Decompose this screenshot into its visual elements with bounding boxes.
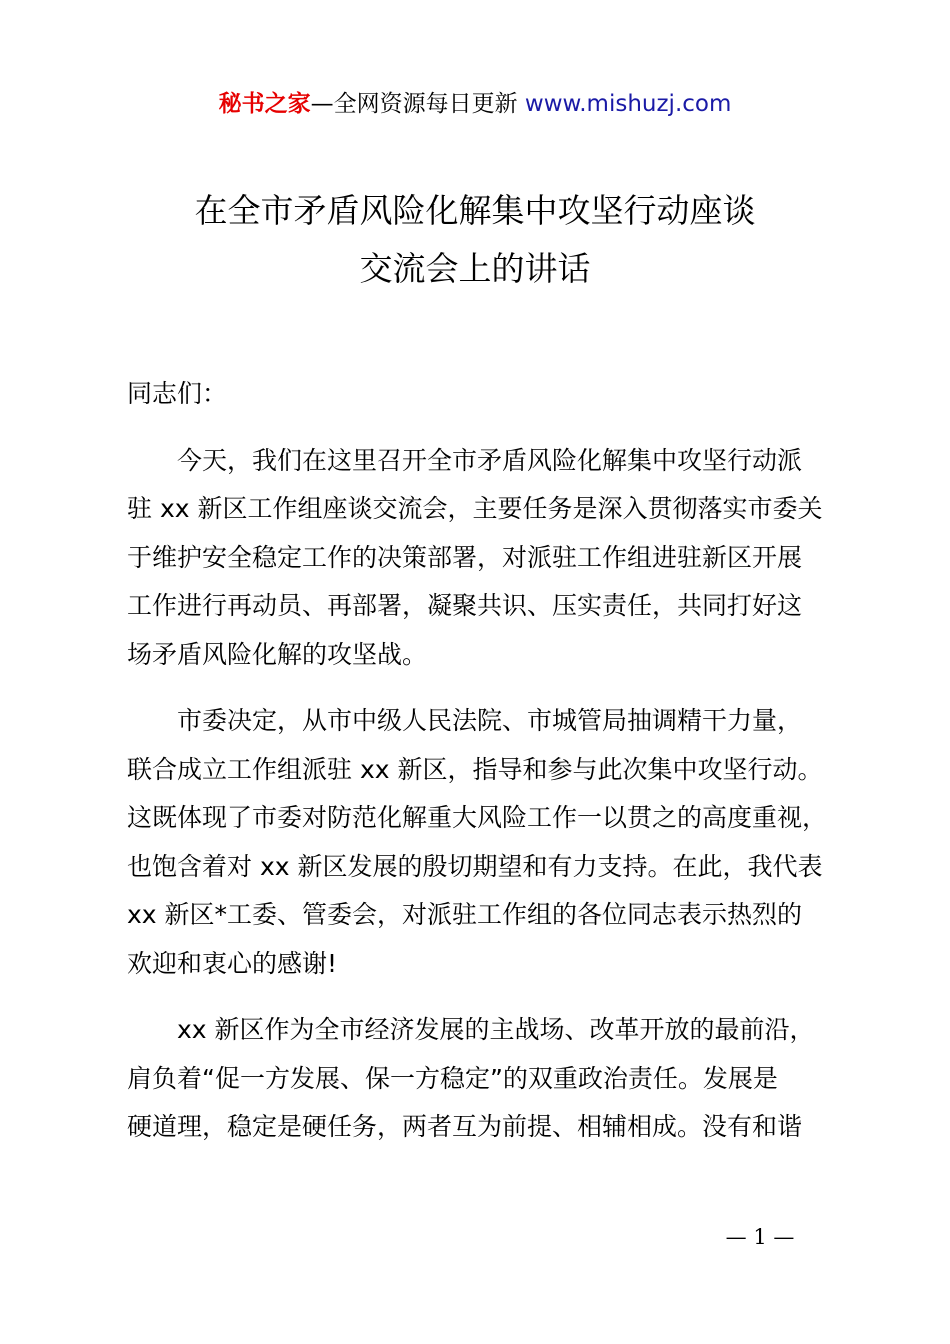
paragraph-line: 这既体现了市委对防范化解重大风险工作一以贯之的高度重视，	[127, 803, 828, 832]
page-number: — 1 —	[725, 1225, 795, 1249]
paragraph-line: 于维护安全稳定工作的决策部署，对派驻工作组进驻新区开展	[127, 542, 803, 572]
paragraph-line: 欢迎和衷心的感谢!	[127, 948, 338, 978]
paragraph-line: 市委决定，从市中级人民法院、市城管局抽调精干力量，	[177, 706, 803, 735]
paragraph-line: 硬道理，稳定是硬任务，两者互为前提、相辅相成。没有和谐	[127, 1112, 803, 1141]
paragraph-line: xx 新区*工委、管委会，对派驻工作组的各位同志表示热烈的	[127, 900, 803, 929]
paragraph-line: 场矛盾风险化解的攻坚战。	[127, 639, 428, 669]
title-line-1: 在全市矛盾风险化解集中攻坚行动座谈	[194, 191, 756, 230]
paragraph-line: 工作进行再动员、再部署，凝聚共识、压实责任，共同打好这	[127, 591, 803, 620]
paragraph-3	[127, 1006, 839, 1152]
document-body	[127, 370, 839, 1170]
paragraph-line: 驻 xx 新区工作组座谈交流会，主要任务是深入贯彻落实市委关	[127, 494, 823, 523]
paragraph-line: 联合成立工作组派驻 xx 新区，指导和参与此次集中攻坚行动。	[127, 754, 823, 784]
brand-name: 秘书之家	[218, 91, 311, 117]
paragraph-line: 今天，我们在这里召开全市矛盾风险化解集中攻坚行动派	[177, 445, 803, 475]
greeting: 同志们：	[127, 379, 228, 408]
header-slogan: —全网资源每日更新	[310, 91, 525, 117]
document-title	[0, 182, 950, 298]
paragraph-1	[127, 437, 839, 680]
paragraph-line: xx 新区作为全市经济发展的主战场、改革开放的最前沿，	[177, 1015, 815, 1044]
paragraph-line: 肩负着“促一方发展、保一方稳定”的双重政治责任。发展是	[127, 1063, 778, 1093]
header-url[interactable]: www.mishuzj.com	[524, 91, 732, 117]
paragraph-line: 也饱含着对 xx 新区发展的殷切期望和有力支持。在此，我代表	[127, 851, 823, 881]
title-line-2: 交流会上的讲话	[359, 249, 591, 288]
site-header	[0, 88, 950, 120]
paragraph-2	[127, 697, 839, 988]
